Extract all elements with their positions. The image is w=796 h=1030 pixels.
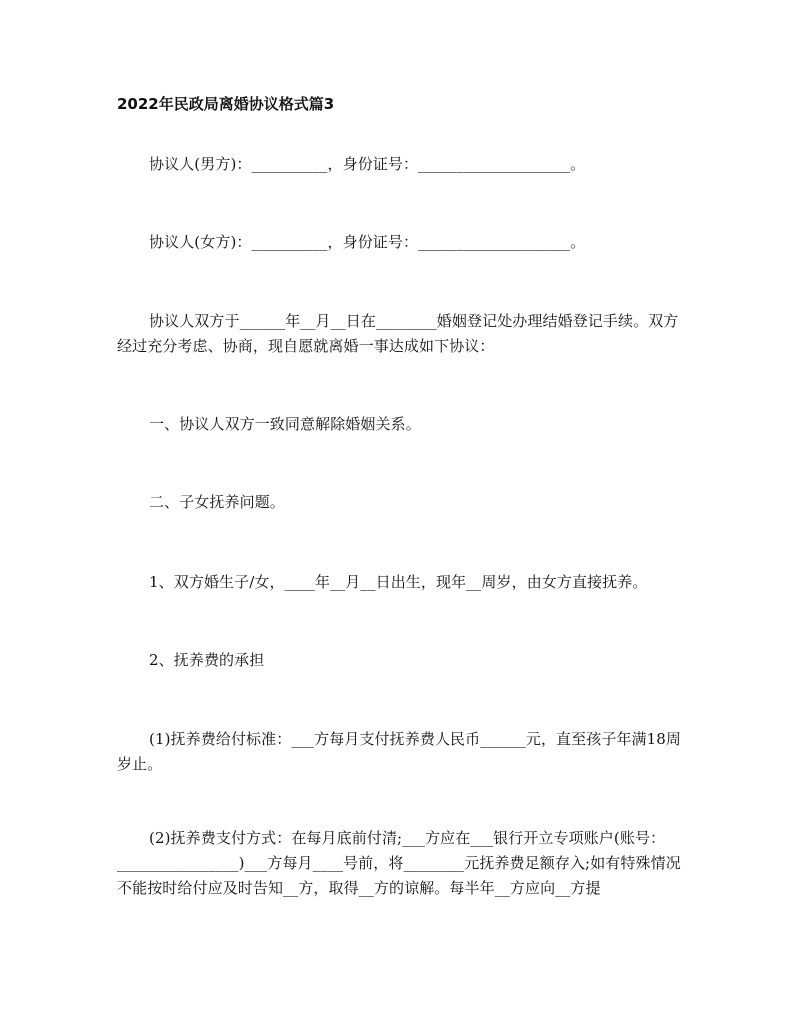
paragraph-support-standard: (1)抚养费给付标准：___方每月支付抚养费人民币______元，直至孩子年满18周岁止。 — [117, 730, 682, 773]
paragraph-child-custody-heading: 二、子女抚养问题。 — [149, 493, 285, 511]
paragraph-support-payment-method: (2)抚养费支付方式：在每月底前付清;___方应在___银行开立专项账户(账号：________________)___方每月____号前，将________元抚养费足额存入;如有特殊情况不能按时给付应及时告知__方，取得__方的谅解。每半年__方应向__方提 — [117, 829, 681, 897]
paragraph-female-party: 协议人(女方)：__________，身份证号：____________________。 — [149, 233, 586, 251]
paragraph-support-heading: 2、抚养费的承担 — [149, 651, 265, 669]
paragraph-child-info: 1、双方婚生子/女，____年__月__日出生，现年__周岁，由女方直接抚养。 — [149, 573, 648, 591]
paragraph-male-party: 协议人(男方)：__________，身份证号：____________________。 — [149, 155, 586, 173]
document-title: 2022年民政局离婚协议格式篇3 — [117, 95, 335, 113]
paragraph-dissolve-marriage: 一、协议人双方一致同意解除婚姻关系。 — [149, 415, 421, 433]
paragraph-marriage-registration: 协议人双方于______年__月__日在________婚姻登记处办理结婚登记手续。双方经过充分考虑、协商，现自愿就离婚一事达成如下协议： — [117, 312, 679, 355]
